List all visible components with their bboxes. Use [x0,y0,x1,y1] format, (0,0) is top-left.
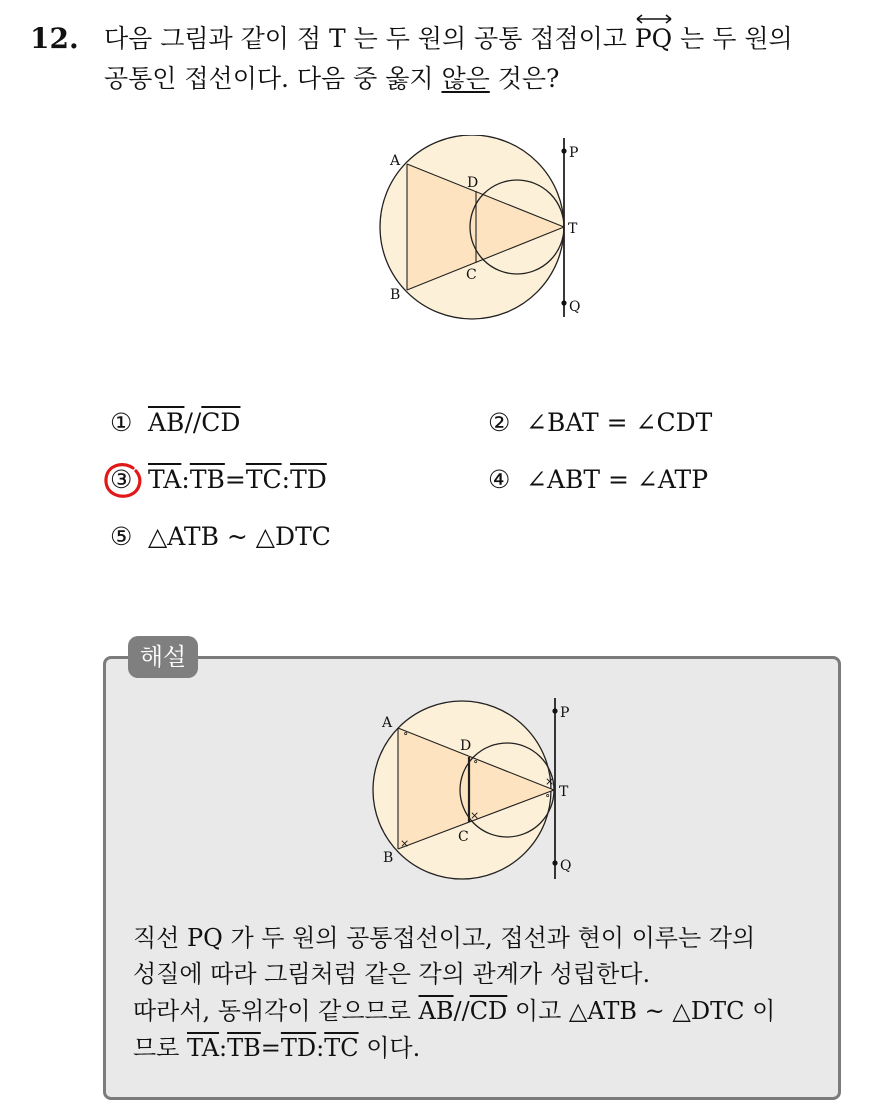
question-line-1 [104,22,793,56]
angle-mark-cross-c: × [470,809,480,822]
label-p: P [569,145,579,161]
solution-line-3: 따라서, 동위각이 같으므로 $\overline{AB}//\overline{CD}$ 이고 △ATB ~ △DTC 이 [133,997,776,1025]
svg-text:T: T [559,784,569,800]
label-q: Q [569,299,581,315]
question-line-2: 공통인 접선이다. 다음 중 옳지 않은 것은? [104,64,560,93]
svg-text:C: C [458,829,469,845]
question-text-1a: 다음 그림과 같이 점 T 는 두 원의 공통 접점이고 [104,24,635,53]
choice-1[interactable]: ① $\overline{AB}//\overline{CD}$ [110,408,241,437]
question-text-1b: 는 두 원의 [672,24,793,53]
label-t: T [568,221,578,237]
svg-text:P: P [560,705,570,721]
underlined-word: 않은 [441,64,490,93]
solution-line-1: 직선 PQ 가 두 원의 공통접선이고, 접선과 현이 이루는 각의 [133,924,756,952]
solution-label: 해설 [128,636,198,678]
label-c: C [466,267,477,283]
angle-mark-circle-d: ∘ [473,755,479,768]
svg-text:D: D [460,738,472,754]
double-arrow-icon [634,13,676,25]
line-pq-symbol: PQ [635,22,672,56]
angle-mark-cross-t: × [545,775,555,788]
choice-4[interactable]: ④ ∠ABT = ∠ATP [488,465,709,494]
label-b: B [390,287,401,303]
solution-line-4: 므로 $\overline{TA}:\overline{TB}=\overline{TD}:\overline{TC}$ 이다. [133,1034,421,1062]
label-d: D [467,175,479,191]
question-number: 12. [30,22,79,55]
angle-mark-circle-a: ∘ [403,727,409,740]
solution-figure [365,695,595,885]
angle-mark-circle-t: ∘ [545,789,551,802]
choice-5[interactable]: ⑤ △ATB ~ △DTC [110,522,331,551]
solution-line-2: 성질에 따라 그림처럼 같은 각의 관계가 성립한다. [133,960,651,988]
svg-text:A: A [382,715,393,731]
choice-2[interactable]: ② ∠BAT = ∠CDT [488,408,713,437]
answer-circle-mark [103,462,143,500]
choice-3[interactable]: ③ $\overline{TA}:\overline{TB}=\overline{TC}:\overline{TD}$ [110,465,327,494]
svg-text:B: B [383,850,394,866]
label-a: A [390,153,401,169]
circles-figure [370,135,610,325]
svg-text:Q: Q [560,858,572,874]
angle-mark-cross-b: × [400,837,410,850]
